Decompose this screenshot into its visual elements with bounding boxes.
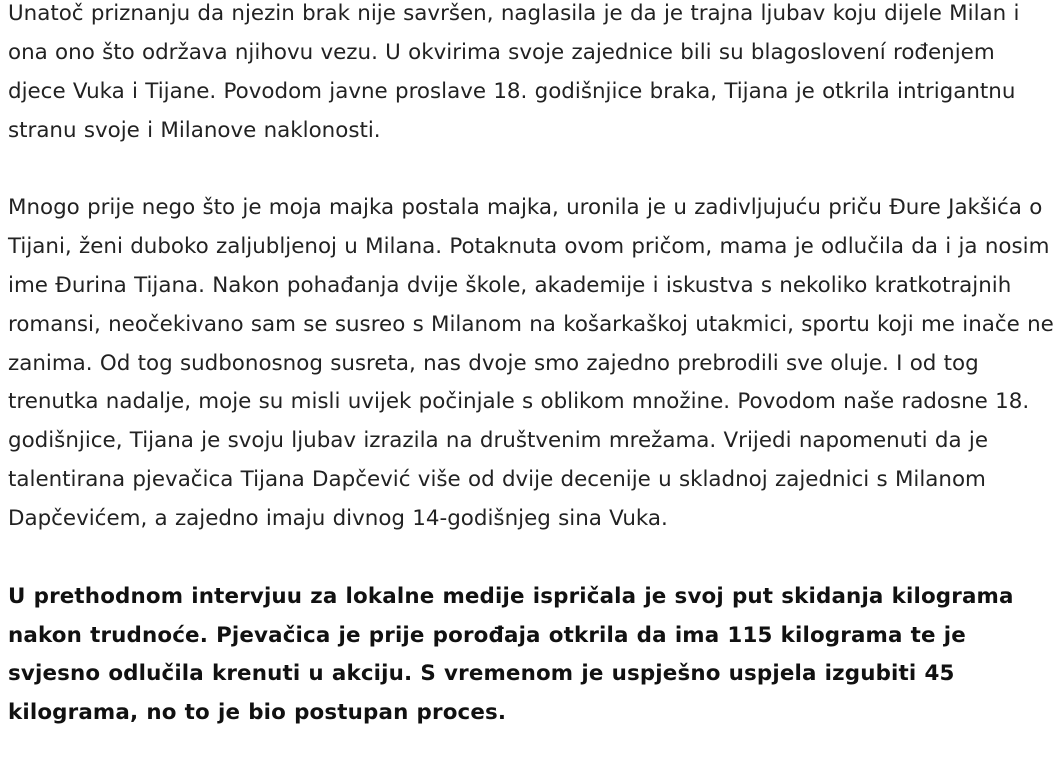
article-paragraph-1: Unatoč priznanju da njezin brak nije savršen, naglasila je da je trajna ljubav koju dijele Milan i ona ono što održava njihovu vezu. U okvirima svoje zajednice bili su blagoslovení rođenjem djece Vuka i Tijane. Povodom javne proslave 18. godišnjice braka, Tijana je otkrila intrigantnu stranu svoje i Milanove naklonosti. <box>8 1 1020 143</box>
article-paragraph-2: Mnogo prije nego što je moja majka postala majka, uronila je u zadivljujuću priču Đure Jakšića o Tijani, ženi duboko zaljubljenoj u Milana. Potaknuta ovom pričom, mama je odlučila da i ja nosim ime Đurina Tijana. Nakon pohađanja dvije škole, akademije i iskustva s nekoliko kratkotrajnih romansi, neočekivano sam se susreo s Milanom na košarkaškoj utakmici, sportu koji me inače ne zanima. Od tog sudbonosnog susreta, nas dvoje smo zajedno prebrodili sve oluje. I od tog trenutka nadalje, moje su misli uvijek počinjale s oblikom množine. Povodom naše radosne 18. godišnjice, Tijana je svoju ljubav izrazila na društvenim mrežama. Vrijedi napomenuti da je talentirana pjevačica Tijana Dapčević više od dvije decenije u skladnoj zajednici s Milanom Dapčevićem, a zajedno imaju divnog 14-godišnjeg sina Vuka. <box>8 195 1054 531</box>
article-paragraph-3-bold: U prethodnom intervjuu za lokalne medije ispričala je svoj put skidanja kilograma nakon trudnoće. Pjevačica je prije porođaja otkrila da ima 115 kilograma te je svjesno odlučila krenuti u akciju. S vremenom je uspješno uspjela izgubiti 45 kilograma, no to je bio postupan proces. <box>8 583 1014 726</box>
